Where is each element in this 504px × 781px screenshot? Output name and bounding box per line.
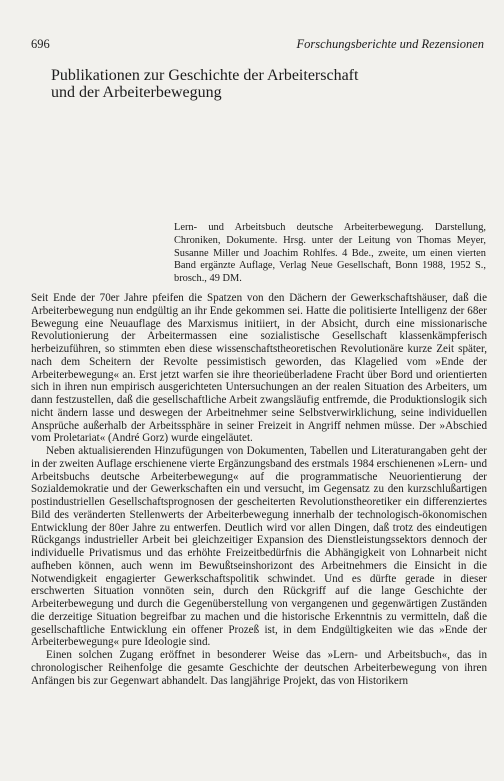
body-paragraph: Neben aktualisierenden Hinzufügungen von Dokumenten, Tabellen und Literaturangaben geht der in der zweiten Auflage erschienene vierte Ergänzungsband des erstmals 1984 erschienenen »Lern- und Arbeitsbuchs deutsche Arbeiterbewegung« auf die programmatische Neuorientierung der Sozialdemokratie und der Gewerkschaften ein und versucht, im Gegensatz zu den kurzschlußartigen postindustriellen Gesellschaftsprognosen der gescheiterten Revolutionstheoretiker ein differenziertes Bild des veränderten Stellenwerts der Arbeiterbewegung innerhalb der technologisch-ökonomischen Entwicklung der 80er Jahre zu entwerfen. Deutlich wird vor allen Dingen, daß trotz des eindeutigen Rückgangs industrieller Arbeit bei gleichzeitiger Expansion des Dienstleistungssektors dennoch der individuelle Privatismus und das erhöhte Freizeitbedürfnis die Abhängigkeit von Lohnarbeit nicht aufheben können, auch wenn im Bewußtseinshorizont des Arbeitnehmers die Einsicht in die Notwendigkeit engagierter Gewerkschaftspolitik schwindet. Und es dürfte gerade in dieser erschwerten Situation vonnöten sein, durch den Rückgriff auf die lange Geschichte der Arbeiterbewegung und durch die Gegenüberstellung von vergangenen und gegenwärtigen Zuständen die derzeitige Situation begreifbar zu machen und die historische Erkenntnis zu vermitteln, daß die gesellschaftliche Entwicklung ein offener Prozeß ist, in dem Endgültigkeiten wie das »Ende der Arbeiterbewegung« pure Ideologie sind. <box>31 445 487 649</box>
article-title <box>51 67 431 101</box>
body-paragraph: Einen solchen Zugang eröffnet in besonderer Weise das »Lern- und Arbeitsbuch«, das in chronologischer Reihenfolge die gesamte Geschichte der deutschen Arbeiterbewegung von ihren Anfängen bis zur Gegenwart abhandelt. Das langjährige Projekt, das von Historikern <box>31 649 487 687</box>
article-title-line: Publikationen zur Geschichte der Arbeiterschaft <box>51 67 359 84</box>
page-number: 696 <box>31 37 50 51</box>
body-text <box>31 292 487 687</box>
book-reference: Lern- und Arbeitsbuch deutsche Arbeiterbewegung. Darstellung, Chroniken, Dokumente. Hrsg. unter der Leitung von Thomas Meyer, Susanne Miller und Joachim Rohlfes. 4 Bde., zweite, um einen vierten Band ergänzte Auflage, Verlag Neue Gesellschaft, Bonn 1988, 1952 S., brosch., 49 DM. <box>174 222 486 285</box>
body-paragraph: Seit Ende der 70er Jahre pfeifen die Spatzen von den Dächern der Gewerkschaftshäuser, daß die Arbeiterbewegung nun endgültig an ihr Ende gekommen sei. Hatte die politisierte Intelligenz der 68er Bewegung eine Neuauflage des Marxismus initiiert, in der Absicht, durch eine missionarische Revolutionierung der Arbeitermassen eine sozialistische Gesellschaft klassenkämpferisch herbeizuführen, so stimmten eben diese wissenschaftstheoretischen Revolutionäre kurze Zeit später, nach dem Scheitern der Revolte pessimistisch geworden, das Klagelied vom »Ende der Arbeiterbewegung« an. Erst jetzt warfen sie ihre theorieüberladene Fracht über Bord und orientierten sich in ihren nun empirisch ausgerichteten Untersuchungen an der realen Situation des Arbeiters, um dann festzustellen, daß die gesellschaftliche Arbeit zwangsläufig entfremde, die Produktionslogik sich nicht ändern lasse und deswegen der Arbeitnehmer seine Selbstverwirklichung, seine individuellen Ansprüche außerhalb der Arbeitssphäre in seiner Freizeit in Angriff nehmen müsse. Der »Abschied vom Proletariat« (André Gorz) wurde eingeläutet. <box>31 292 487 445</box>
running-head: Forschungsberichte und Rezensionen <box>296 37 484 51</box>
article-title-line: und der Arbeiterbewegung <box>51 84 222 101</box>
